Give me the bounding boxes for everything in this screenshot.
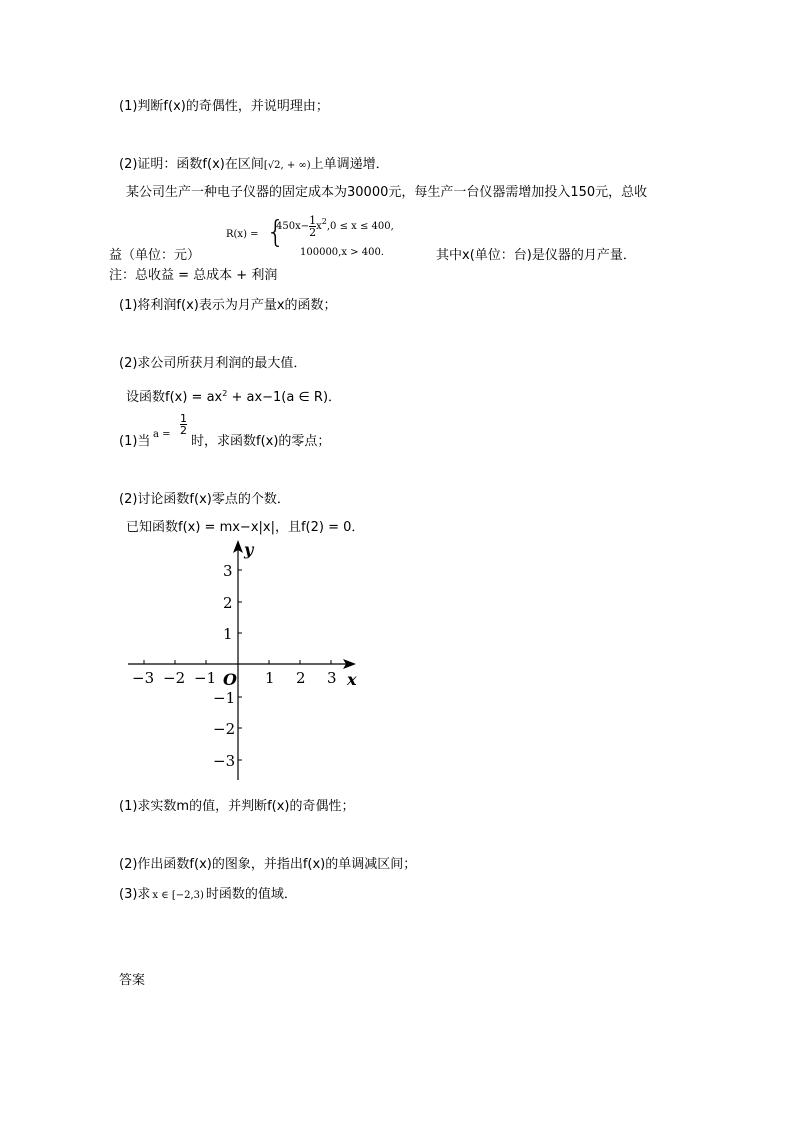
q1-part2 [119,156,389,175]
q3-part1-a: a = [153,429,171,440]
q3-intro-a: 设函数f(x) = ax [126,390,223,405]
coordinate-graph [120,535,370,790]
q1-part2-suffix: 上单调递增． [310,157,389,172]
y-axis-label: y [244,540,254,559]
q3-intro [126,385,341,407]
q2-label: 益（单位：元） [109,248,201,263]
y-tick-label: 2 [223,594,233,612]
q2-part1: (1)将利润f(x)表示为月产量x的函数； [119,298,337,313]
answer-label: 答案 [119,973,146,988]
q2-case1-b: x [316,221,322,232]
q3-frac-num: 1 [180,412,187,425]
y-tick-label: 1 [223,625,233,643]
q2-case1 [276,212,394,238]
q2-part2: (2)求公司所获月利润的最大值． [119,356,307,371]
x-tick-label: −2 [163,669,186,687]
q4-part3-suffix: 时函数的值域． [205,887,297,902]
q3-fraction [180,413,187,436]
x-tick-label: 2 [296,669,306,687]
q2-frac-den: 2 [309,226,317,239]
q2-note: 注：总收益 = 总成本 + 利润 [109,268,278,283]
q4-intro: 已知函数f(x) = mx−x|x|，且f(2) = 0． [126,520,365,535]
y-tick-label: 3 [223,562,233,580]
q4-part1: (1)求实数m的值，并判断f(x)的奇偶性； [119,799,355,814]
x-tick-label: −1 [194,669,217,687]
q4-part3-prefix: (3)求 [119,887,151,902]
q2-r-lhs: R(x) = [226,229,259,240]
q4-part3-math: x ∈ [−2,3) [152,890,204,901]
q2-case2: 100000,x > 400． [300,247,391,258]
q2-tail: 其中x(单位：台)是仪器的月产量． [436,248,636,263]
q3-part1-suffix: 时，求函数f(x)的零点； [191,434,331,449]
q3-frac-den: 2 [180,424,187,437]
q3-part2: (2)讨论函数f(x)零点的个数． [119,492,290,507]
y-tick-label: −2 [213,720,236,738]
q2-case1-exp: 2 [321,217,327,226]
origin-label: O [223,670,237,689]
q2-case1-c: ,0 ≤ x ≤ 400, [326,221,394,232]
q3-intro-b: + ax−1(a ∈ R)． [227,390,342,405]
q4-part2: (2)作出函数f(x)的图象，并指出f(x)的单调减区间； [119,857,417,872]
y-tick-label: −1 [213,689,236,707]
q2-intro: 某公司生产一种电子仪器的固定成本为30000元，每生产一台仪器需增加投入150元，总收 [126,185,648,200]
q1-part2-interval: [√2, + ∞) [263,160,311,171]
x-tick-label: 3 [327,669,337,687]
q1-part1: (1)判断f(x)的奇偶性，并说明理由； [119,99,329,114]
q3-intro-exp: 2 [222,389,228,398]
y-tick-label: −3 [213,752,236,770]
y-tick-marks [238,570,242,760]
x-tick-label: −3 [132,669,155,687]
q1-part2-prefix: (2)证明：函数f(x)在区间 [119,157,264,172]
x-tick-label: 1 [265,669,275,687]
q3-part1-prefix: (1)当 [119,434,151,449]
q3-part1-fraction [180,413,187,436]
q2-frac-num: 1 [309,214,317,227]
q2-case1-a: 450x− [276,221,310,232]
q2-brace: { [266,215,286,250]
q4-part3 [119,886,297,905]
x-axis-label: x [347,670,357,689]
